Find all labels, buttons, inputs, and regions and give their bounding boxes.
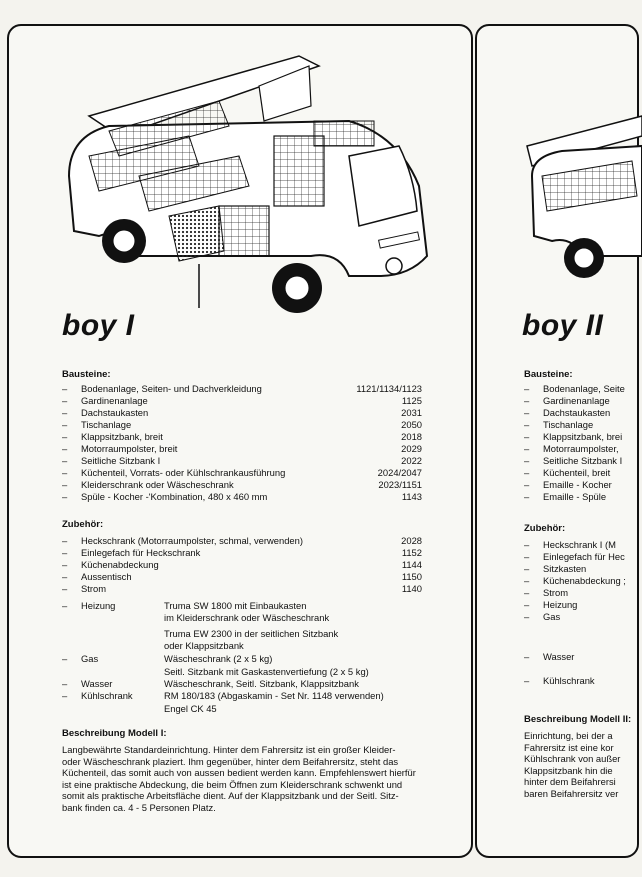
list-dash: – bbox=[62, 383, 68, 394]
list-dash: – bbox=[524, 467, 530, 478]
beschreibung-line: hinter dem Beifahrersi bbox=[524, 776, 616, 788]
gas-label: Gas bbox=[81, 653, 99, 664]
kuehlschrank-line: Engel CK 45 bbox=[164, 703, 217, 714]
list-item: Gardinenanlage bbox=[543, 395, 610, 406]
list-item: Tischanlage bbox=[81, 419, 132, 430]
list-item: Spüle - Kocher -'Kombination, 480 x 460 mm bbox=[81, 491, 268, 502]
list-item: Dachstaukasten bbox=[81, 407, 149, 418]
left-panel bbox=[7, 24, 473, 858]
list-dash: – bbox=[524, 563, 530, 574]
part-number: 2023/1151 bbox=[378, 479, 422, 490]
list-dash: – bbox=[62, 535, 68, 546]
beschreibung-line: oder Wäscheschrank plaziert. Ihm gegenüber, hinter dem Beifahrersitz, steht das bbox=[62, 755, 399, 767]
list-item: Strom bbox=[81, 583, 107, 594]
part-number: 2024/2047 bbox=[377, 467, 422, 478]
list-item: Küchenteil, breit bbox=[543, 467, 611, 478]
list-item: Einlegefach für Heckschrank bbox=[81, 547, 201, 558]
part-number: 1150 bbox=[401, 571, 422, 582]
list-dash: – bbox=[62, 443, 68, 454]
list-dash: – bbox=[524, 539, 530, 550]
list-dash: – bbox=[62, 653, 68, 664]
part-number: 2028 bbox=[401, 535, 422, 546]
list-dash: – bbox=[62, 678, 68, 689]
list-dash: – bbox=[524, 651, 530, 662]
list-dash: – bbox=[62, 559, 68, 570]
list-dash: – bbox=[62, 600, 68, 611]
kuehlschrank-label: Kühlschrank bbox=[543, 675, 595, 686]
list-dash: – bbox=[524, 443, 530, 454]
list-item: Heizung bbox=[543, 599, 578, 610]
heizung-label: Heizung bbox=[81, 600, 116, 611]
wasser-line: Wäscheschrank, Seitl. Sitzbank, Klappsitzbank bbox=[164, 678, 359, 689]
heizung-line: Truma SW 1800 mit Einbaukasten bbox=[164, 600, 307, 611]
list-dash: – bbox=[62, 491, 68, 502]
list-item: Motorraumpolster, breit bbox=[81, 443, 178, 454]
bausteine-label: Bausteine: bbox=[62, 369, 111, 380]
list-item: Emaille - Kocher bbox=[543, 479, 612, 490]
beschreibung-label: Beschreibung Modell I: bbox=[62, 728, 167, 739]
list-dash: – bbox=[524, 383, 530, 394]
part-number: 1143 bbox=[401, 491, 422, 502]
list-item: Klappsitzbank, breit bbox=[81, 431, 163, 442]
list-item: Heckschrank (Motorraumpolster, schmal, verwenden) bbox=[81, 535, 303, 546]
list-dash: – bbox=[62, 547, 68, 558]
part-number: 2050 bbox=[401, 419, 422, 430]
list-item: Bodenanlage, Seiten- und Dachverkleidung bbox=[81, 383, 262, 394]
beschreibung-line: somit als praktische Arbeitsfläche dient. Auf der Klappsitzbank und der Seitl. Sitz- bbox=[62, 790, 399, 802]
zubehoer-label: Zubehör: bbox=[524, 523, 566, 534]
beschreibung-line: Fahrersitz ist eine kor bbox=[524, 741, 614, 753]
beschreibung-line: Einrichtung, bei der a bbox=[524, 730, 613, 741]
gas-line: Seitl. Sitzbank mit Gaskastenvertiefung (2 x 5 kg) bbox=[164, 666, 369, 677]
list-dash: – bbox=[524, 599, 530, 610]
beschreibung-line: Kühlschrank von außer bbox=[524, 753, 621, 765]
list-item: Strom bbox=[543, 587, 569, 598]
part-number: 2018 bbox=[401, 431, 422, 442]
bausteine-label: Bausteine: bbox=[524, 369, 573, 380]
list-dash: – bbox=[524, 407, 530, 418]
list-item: Gardinenanlage bbox=[81, 395, 148, 406]
list-item: Klappsitzbank, brei bbox=[543, 431, 623, 442]
beschreibung-label: Beschreibung Modell II: bbox=[524, 714, 632, 725]
list-item: Seitliche Sitzbank I bbox=[543, 455, 623, 466]
list-item: Emaille - Spüle bbox=[543, 491, 607, 502]
list-dash: – bbox=[524, 431, 530, 442]
beschreibung-line: baren Beifahrersitz ver bbox=[524, 787, 619, 799]
model-title: boy I bbox=[62, 309, 135, 342]
zubehoer-label: Zubehör: bbox=[62, 519, 104, 530]
list-dash: – bbox=[62, 455, 68, 466]
part-number: 2031 bbox=[401, 407, 422, 418]
list-dash: – bbox=[524, 675, 530, 686]
list-dash: – bbox=[62, 395, 68, 406]
list-dash: – bbox=[62, 407, 68, 418]
list-dash: – bbox=[524, 395, 530, 406]
list-dash: – bbox=[524, 587, 530, 598]
list-dash: – bbox=[524, 419, 530, 430]
list-dash: – bbox=[62, 690, 68, 701]
beschreibung-line: ist eine praktische Abdeckung, die beim Öffnen zum Kleiderschrank schwenkt und bbox=[62, 778, 403, 790]
part-number: 1140 bbox=[401, 583, 422, 594]
list-dash: – bbox=[524, 551, 530, 562]
part-number: 1152 bbox=[401, 547, 422, 558]
wasser-label: Wasser bbox=[543, 651, 575, 662]
heizung-line: oder Klappsitzbank bbox=[164, 640, 244, 651]
part-number: 1121/1134/1123 bbox=[356, 383, 422, 394]
heizung-line: Truma EW 2300 in der seitlichen Sitzbank bbox=[164, 628, 339, 639]
heizung-line: im Kleiderschrank oder Wäscheschrank bbox=[164, 612, 330, 623]
part-number: 1144 bbox=[401, 559, 422, 570]
model-title: boy II bbox=[522, 309, 604, 342]
list-dash: – bbox=[62, 583, 68, 594]
list-dash: – bbox=[524, 611, 530, 622]
list-item: Sitzkasten bbox=[543, 563, 587, 574]
list-item: Bodenanlage, Seite bbox=[543, 383, 625, 394]
wasser-label: Wasser bbox=[81, 678, 113, 689]
list-item: Küchenabdeckung ; bbox=[543, 575, 626, 586]
list-dash: – bbox=[62, 571, 68, 582]
list-item: Tischanlage bbox=[543, 419, 594, 430]
list-item: Gas bbox=[543, 611, 561, 622]
camper-van-illustration bbox=[522, 66, 642, 296]
list-item: Heckschrank I (M bbox=[543, 539, 616, 550]
gas-line: Wäscheschrank (2 x 5 kg) bbox=[164, 653, 273, 664]
part-number: 1125 bbox=[401, 395, 422, 406]
beschreibung-text bbox=[524, 730, 620, 800]
list-dash: – bbox=[62, 431, 68, 442]
beschreibung-text bbox=[62, 744, 432, 814]
list-item: Einlegefach für Hec bbox=[543, 551, 625, 562]
list-dash: – bbox=[524, 491, 530, 502]
right-panel bbox=[475, 24, 639, 858]
list-item: Küchenteil, Vorrats- oder Kühlschrankausführung bbox=[81, 467, 286, 478]
beschreibung-line: Klappsitzbank hin die bbox=[524, 764, 613, 776]
camper-van-illustration bbox=[49, 26, 449, 316]
list-item: Motorraumpolster, bbox=[543, 443, 619, 454]
kuehlschrank-line: RM 180/183 (Abgaskamin - Set Nr. 1148 verwenden) bbox=[164, 690, 384, 701]
list-item: Aussentisch bbox=[81, 571, 132, 582]
list-dash: – bbox=[524, 455, 530, 466]
list-item: Dachstaukasten bbox=[543, 407, 611, 418]
list-dash: – bbox=[524, 479, 530, 490]
beschreibung-line: Langbewährte Standardeinrichtung. Hinter dem Fahrersitz ist ein großer Kleider- bbox=[62, 744, 396, 755]
beschreibung-line: Küchenteil, das somit auch von aussen bedient werden kann. Empfehlenswert hierfür bbox=[62, 767, 416, 779]
list-item: Kleiderschrank oder Wäscheschrank bbox=[81, 479, 234, 490]
part-number: 2029 bbox=[401, 443, 422, 454]
list-dash: – bbox=[62, 419, 68, 430]
list-dash: – bbox=[524, 575, 530, 586]
list-item: Küchenabdeckung bbox=[81, 559, 159, 570]
list-item: Seitliche Sitzbank I bbox=[81, 455, 161, 466]
part-number: 2022 bbox=[401, 455, 422, 466]
beschreibung-line: bank finden ca. 4 - 5 Personen Platz. bbox=[62, 801, 216, 813]
list-dash: – bbox=[62, 479, 68, 490]
kuehlschrank-label: Kühlschrank bbox=[81, 690, 133, 701]
list-dash: – bbox=[62, 467, 68, 478]
